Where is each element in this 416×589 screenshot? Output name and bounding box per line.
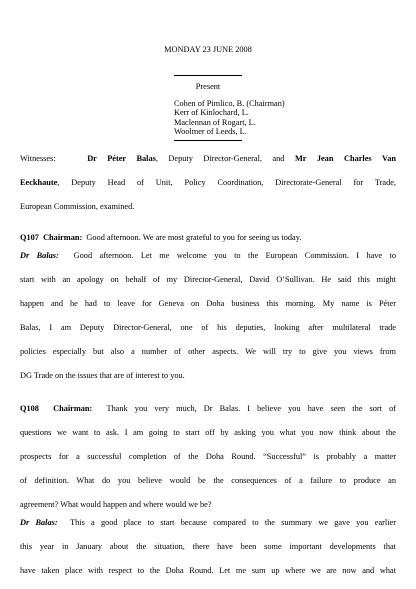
answer-line: this year in January about the situation, there have been some important developments that [20, 542, 396, 551]
question-line: questions we want to ask. I am going to start off by asking you what you now think about the [20, 428, 396, 437]
answer-line: Dr Balas: Good afternoon. Let me welcome you to the European Commission. I have to [20, 251, 396, 260]
witness-name: Mr Jean Charles Van [294, 154, 396, 163]
session-date: MONDAY 23 JUNE 2008 [164, 45, 252, 54]
members-list [174, 99, 285, 137]
question-line: of definition. What do you believe would be the consequences of a failure to produce an [20, 476, 396, 485]
speaker-label: Chairman: [53, 404, 93, 413]
answer-line: DG Trade on the issues that are of interest to you. [20, 371, 185, 380]
answer-line: policies especially but also a number of other aspects. We will try to give you views from [20, 347, 396, 356]
answer-line: have taken place with respect to the Doha Round. Let me sum up where we are now and what [20, 566, 396, 575]
witnesses-line: European Commission, examined. [20, 202, 135, 211]
answer-line: happen and he had to leave for Geneva on Doha business this morning. My name is Péter [20, 299, 396, 308]
answer-line: Dr Balas: This a good place to start because compared to the summary we gave you earlier [20, 518, 396, 527]
speaker-label: Dr Balas: [20, 251, 59, 260]
witness-name: Eeckhaute [20, 178, 58, 187]
divider-top [174, 75, 242, 76]
question-line: agreement? What would happen and where would we be? [20, 500, 212, 509]
answer-line: Balas, I am Deputy Director-General, one of his deputies, looking after multilateral trade [20, 323, 396, 332]
witnesses-line: Eeckhaute, Deputy Head of Unit, Policy Coordination, Directorate-General for Trade, [20, 178, 396, 187]
question-line: prospects for a successful completion of the Doha Round. “Successful” is probably a matter [20, 452, 396, 461]
question-number: Q108 [20, 404, 39, 413]
divider-members [174, 140, 242, 141]
speaker-label: Chairman: [43, 233, 83, 242]
question-paragraph: Q107 Chairman: Good afternoon. We are most grateful to you for seeing us today. [20, 233, 302, 242]
question-number: Q107 [20, 233, 39, 242]
member-name: Woolmer of Leeds, L. [174, 127, 247, 137]
question-paragraph: Q108 Chairman: Thank you very much, Dr Balas. I believe you have seen the sort of [20, 404, 396, 413]
member-name: Cohen of Pimlico, B. (Chairman) [174, 99, 285, 108]
witnesses-label: Witnesses: [20, 154, 56, 163]
member-name: Maclennan of Rogart, L. [174, 117, 256, 127]
speaker-label: Dr Balas: [20, 518, 58, 527]
present-label: Present [195, 82, 221, 91]
witnesses-line: Witnesses: Dr Péter Balas, Deputy Director-General, and Mr Jean Charles Van [20, 154, 396, 163]
witness-name: Dr Péter Balas [87, 154, 156, 163]
member-name: Kerr of Kinlochard, L. [174, 108, 249, 118]
answer-line: start with an apology on behalf of my Director-General, David O’Sullivan. He said this might [20, 275, 396, 284]
